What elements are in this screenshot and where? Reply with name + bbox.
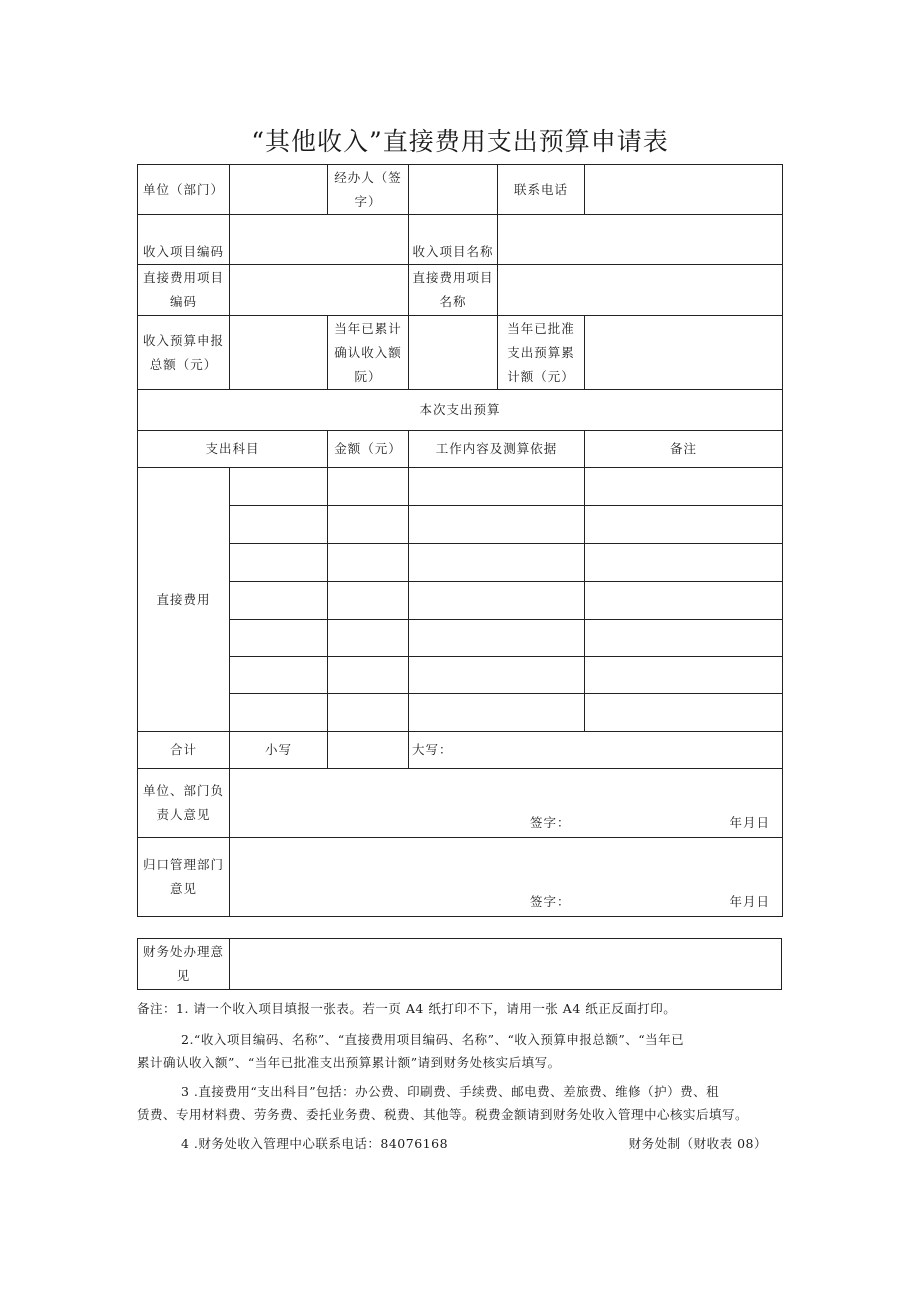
amount-cell[interactable] — [328, 582, 409, 620]
section-title: 本次支出预算 — [138, 390, 783, 431]
sign-label: 签字： — [530, 894, 571, 909]
col-amount-header: 金额（元） — [328, 431, 409, 468]
unit-label: 单位（部门） — [138, 165, 230, 215]
remark-cell[interactable] — [585, 620, 783, 657]
amount-cell[interactable] — [328, 544, 409, 582]
date-label: 年月日 — [729, 894, 770, 909]
note-4-text: 4 .财务处收入管理中心联系电话：84076168 — [181, 1136, 449, 1151]
col-basis-header: 工作内容及测算依据 — [409, 431, 585, 468]
phone-field[interactable] — [585, 165, 783, 215]
remark-cell[interactable] — [585, 544, 783, 582]
direct-code-field[interactable] — [230, 265, 409, 316]
lower-label: 小写 — [230, 732, 328, 769]
basis-cell[interactable] — [409, 582, 585, 620]
unit-head-opinion-field[interactable] — [230, 769, 783, 838]
date-label: 年月日 — [729, 815, 770, 830]
subject-cell[interactable] — [230, 620, 328, 657]
subject-cell[interactable] — [230, 544, 328, 582]
upper-label[interactable]: 大写： — [409, 732, 783, 769]
dept-opinion-field[interactable] — [230, 838, 783, 917]
income-code-label: 收入项目编码 — [138, 215, 230, 265]
note-2b: 累计确认收入额”、“当年已批准支出预算累计额”请到财务处核实后填写。 — [137, 1055, 561, 1070]
direct-code-label: 直接费用项目编码 — [138, 265, 230, 316]
agent-label: 经办人（签字） — [328, 165, 409, 215]
remark-cell[interactable] — [585, 468, 783, 506]
subject-cell[interactable] — [230, 506, 328, 544]
basis-cell[interactable] — [409, 544, 585, 582]
finance-label: 财务处办理意见 — [138, 939, 230, 990]
income-name-field[interactable] — [498, 215, 783, 265]
note-3a: 3 .直接费用“支出科目”包括：办公费、印刷费、手续费、邮电费、差旅费、维修（护）费、租 — [181, 1084, 720, 1099]
approved-total-label: 当年已批准支出预算累计额（元） — [498, 316, 585, 390]
finance-opinion-field[interactable] — [230, 939, 782, 990]
unit-field[interactable] — [230, 165, 328, 215]
basis-cell[interactable] — [409, 657, 585, 694]
amount-cell[interactable] — [328, 657, 409, 694]
amount-cell[interactable] — [328, 506, 409, 544]
subject-cell[interactable] — [230, 694, 328, 732]
unit-head-label: 单位、部门负责人意见 — [138, 769, 230, 838]
note-1: 备注：1. 请一个收入项目填报一张表。若一页 A4 纸打印不下，请用一张 A4 纸正反面打印。 — [137, 1001, 677, 1016]
direct-name-field[interactable] — [498, 265, 783, 316]
amount-cell[interactable] — [328, 468, 409, 506]
budget-total-label: 收入预算申报总额（元） — [138, 316, 230, 390]
note-2a: 2.“收入项目编码、名称”、“直接费用项目编码、名称”、“收入预算申报总额”、“当年已 — [181, 1032, 685, 1047]
col-subject-header: 支出科目 — [138, 431, 328, 468]
approved-total-field[interactable] — [585, 316, 783, 390]
agent-field[interactable] — [409, 165, 498, 215]
confirmed-income-field[interactable] — [409, 316, 498, 390]
note-3b: 赁费、专用材料费、劳务费、委托业务费、税费、其他等。税费金额请到财务处收入管理中心核实后填写。 — [137, 1107, 749, 1122]
phone-label: 联系电话 — [498, 165, 585, 215]
basis-cell[interactable] — [409, 620, 585, 657]
dept-label: 归口管理部门意见 — [138, 838, 230, 917]
remark-cell[interactable] — [585, 506, 783, 544]
direct-name-label: 直接费用项目名称 — [409, 265, 498, 316]
amount-cell[interactable] — [328, 620, 409, 657]
page-title: “其他收入”直接费用支出预算申请表 — [251, 127, 669, 156]
col-remark-header: 备注 — [585, 431, 783, 468]
income-code-field[interactable] — [230, 215, 409, 265]
total-label: 合计 — [138, 732, 230, 769]
direct-cost-label: 直接费用 — [138, 468, 230, 732]
subject-cell[interactable] — [230, 657, 328, 694]
sign-label: 签字： — [530, 815, 571, 830]
basis-cell[interactable] — [409, 506, 585, 544]
remark-cell[interactable] — [585, 694, 783, 732]
basis-cell[interactable] — [409, 468, 585, 506]
subject-cell[interactable] — [230, 468, 328, 506]
basis-cell[interactable] — [409, 694, 585, 732]
note-4 — [137, 1132, 797, 1155]
form-code: 财务处制（财收表 08） — [628, 1136, 767, 1151]
budget-total-field[interactable] — [230, 316, 328, 390]
application-form-table — [137, 164, 783, 917]
subject-cell[interactable] — [230, 582, 328, 620]
amount-cell[interactable] — [328, 694, 409, 732]
confirmed-income-label: 当年已累计确认收入额阮） — [328, 316, 409, 390]
notes — [137, 997, 797, 1155]
remark-cell[interactable] — [585, 582, 783, 620]
finance-opinion-table — [137, 938, 782, 990]
remark-cell[interactable] — [585, 657, 783, 694]
income-name-label: 收入项目名称 — [409, 215, 498, 265]
lower-amount-field[interactable] — [328, 732, 409, 769]
